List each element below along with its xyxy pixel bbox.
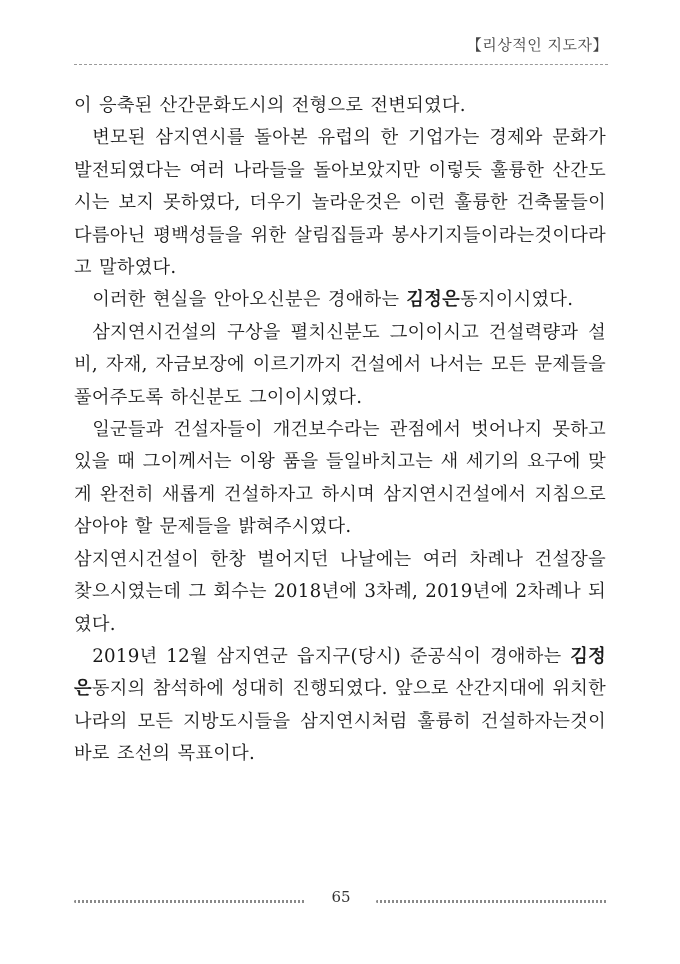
paragraph-6: 삼지연시건설이 한창 벌어지던 나날에는 여러 차례나 건설장을 찾으시였는데 그 회수는 2018년에 3차례, 2019년에 2차례나 되였다. <box>74 548 606 635</box>
header-divider <box>74 64 608 65</box>
paragraph-7-text-b: 동지의 참석하에 성대히 진행되였다. 앞으로 산간지대에 위치한 나라의 모든 지방도시들을 삼지연시처럼 훌륭히 건설하자는것이 바로 조선의 목표이다. <box>74 678 606 765</box>
paragraph-1: 이 응축된 산간문화도시의 전형으로 전변되였다. <box>74 95 466 116</box>
leader-name: 김정은 <box>406 289 461 311</box>
paragraph-3 <box>74 284 606 316</box>
page-number: 65 <box>331 888 351 906</box>
paragraph-3-text-b: 동지이시였다. <box>460 289 574 311</box>
paragraph-5: 일군들과 건설자들이 개건보수라는 관점에서 벗어나지 못하고있을 때 그이께서는 이왕 품을 들일바치고는 새 세기의 요구에 맞게 완전히 새롭게 건설하자고 하시며 삼지연시건설에서 지침으로 삼아야 할 문제들을 밝혀주시였다. <box>74 419 606 538</box>
paragraph-7-text-a: 2019년 12월 삼지연군 읍지구(당시) 준공식이 경애하는 <box>92 645 571 667</box>
leader-name: 김정은 <box>74 645 606 700</box>
body-text <box>74 90 606 771</box>
paragraph-4: 삼지연시건설의 구상을 펼치신분도 그이이시고 건설력량과 설비, 자재, 자금보장에 이르기까지 건설에서 나서는 모든 문제들을 풀어주도록 하신분도 그이이시였다. <box>74 321 606 408</box>
paragraph-2: 변모된 삼지연시를 돌아본 유럽의 한 기업가는 경제와 문화가 발전되였다는 여러 나라들을 돌아보았지만 이렇듯 훌륭한 산간도시는 보지 못하였다, 더우기 놀라운것은 이런 훌륭한 건축물들이 다름아닌 평백성들을 위한 살림집들과 봉사기지들이라는것이다라고 말하였다. <box>74 127 606 279</box>
footer-ornament-right <box>376 900 608 903</box>
paragraph-3-text-a: 이러한 현실을 안아오신분은 경애하는 <box>92 289 407 311</box>
paragraph-7 <box>74 641 606 771</box>
running-header: 【리상적인 지도자】 <box>466 36 608 54</box>
page-footer <box>74 890 608 912</box>
